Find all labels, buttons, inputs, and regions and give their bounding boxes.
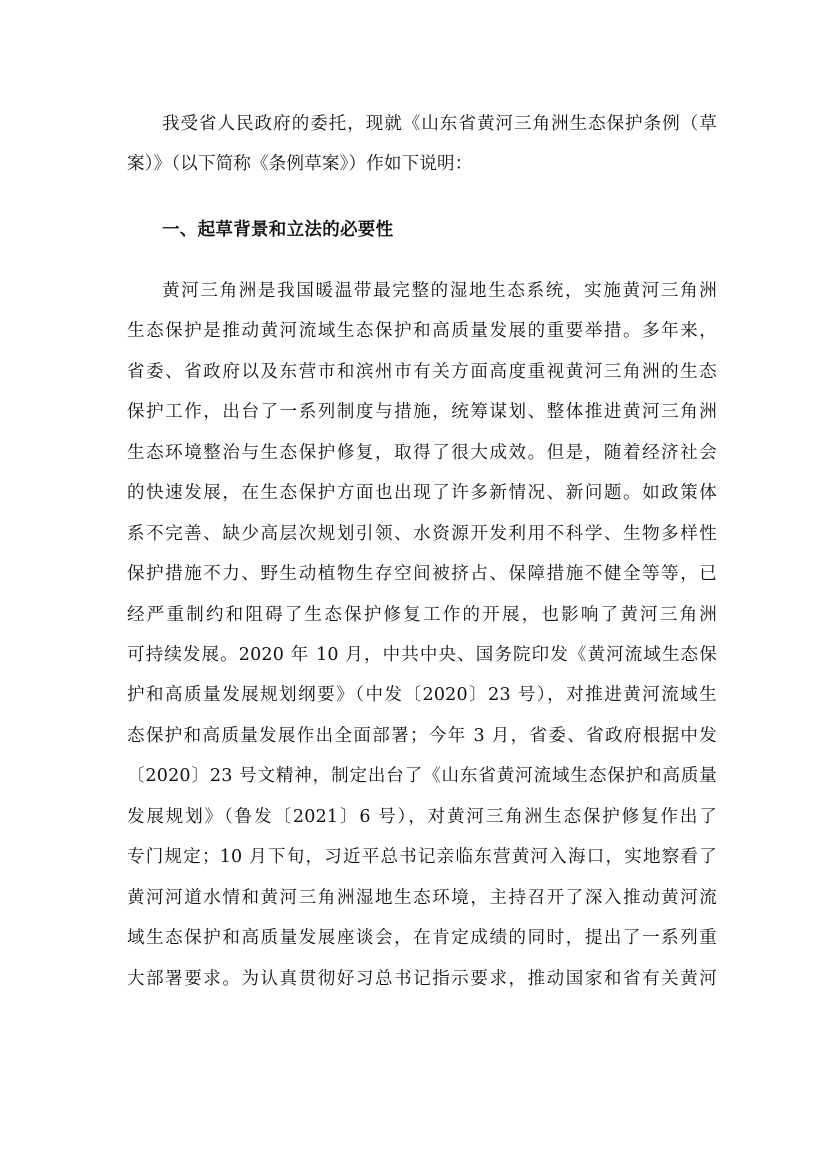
body-line: 大部署要求。为认真贯彻好习总书记指示要求，推动国家和省有关黄河: [127, 969, 717, 989]
body-line: 〔2020〕23 号文精神，制定出台了《山东省黄河流域生态保护和高质量: [127, 766, 717, 786]
body-line: 省委、省政府以及东营市和滨州市有关方面高度重视黄河三角洲的生态: [127, 362, 717, 382]
body-line: 经严重制约和阻碍了生态保护修复工作的开展，也影响了黄河三角洲: [127, 605, 717, 625]
body-line: 态保护和高质量发展作出全面部署；今年 3 月，省委、省政府根据中发: [127, 726, 717, 746]
body-line: 域生态保护和高质量发展座谈会，在肯定成绩的同时，提出了一系列重: [127, 928, 717, 948]
body-line: 黄河河道水情和黄河三角洲湿地生态环境，主持召开了深入推动黄河流: [127, 888, 717, 908]
intro-line-1: 我受省人民政府的委托，现就《山东省黄河三角洲生态保护条例（草: [162, 114, 717, 134]
section-heading: 一、起草背景和立法的必要性: [162, 220, 394, 240]
body-line: 专门规定；10 月下旬，习近平总书记亲临东营黄河入海口，实地察看了: [127, 847, 717, 867]
body-line: 保护措施不力、野生动植物生存空间被挤占、保障措施不健全等等，已: [127, 564, 717, 584]
body-line: 生态保护是推动黄河流域生态保护和高质量发展的重要举措。多年来，: [127, 321, 717, 341]
body-line: 保护工作，出台了一系列制度与措施，统筹谋划、整体推进黄河三角洲: [127, 402, 717, 422]
body-line: 发展规划》（鲁发〔2021〕6 号），对黄河三角洲生态保护修复作出了: [127, 807, 717, 827]
body-line: 的快速发展，在生态保护方面也出现了许多新情况、新问题。如政策体: [127, 483, 717, 503]
body-line: 生态环境整治与生态保护修复，取得了很大成效。但是，随着经济社会: [127, 443, 717, 463]
body-line: 护和高质量发展规划纲要》（中发〔2020〕23 号），对推进黄河流域生: [127, 685, 717, 705]
body-line: 系不完善、缺少高层次规划引领、水资源开发利用不科学、生物多样性: [127, 524, 717, 544]
body-line: 黄河三角洲是我国暖温带最完整的湿地生态系统，实施黄河三角洲: [162, 281, 717, 301]
body-line: 可持续发展。2020 年 10 月，中共中央、国务院印发《黄河流域生态保: [127, 645, 717, 665]
intro-line-2: 案）》（以下简称《条例草案》）作如下说明：: [127, 154, 473, 174]
